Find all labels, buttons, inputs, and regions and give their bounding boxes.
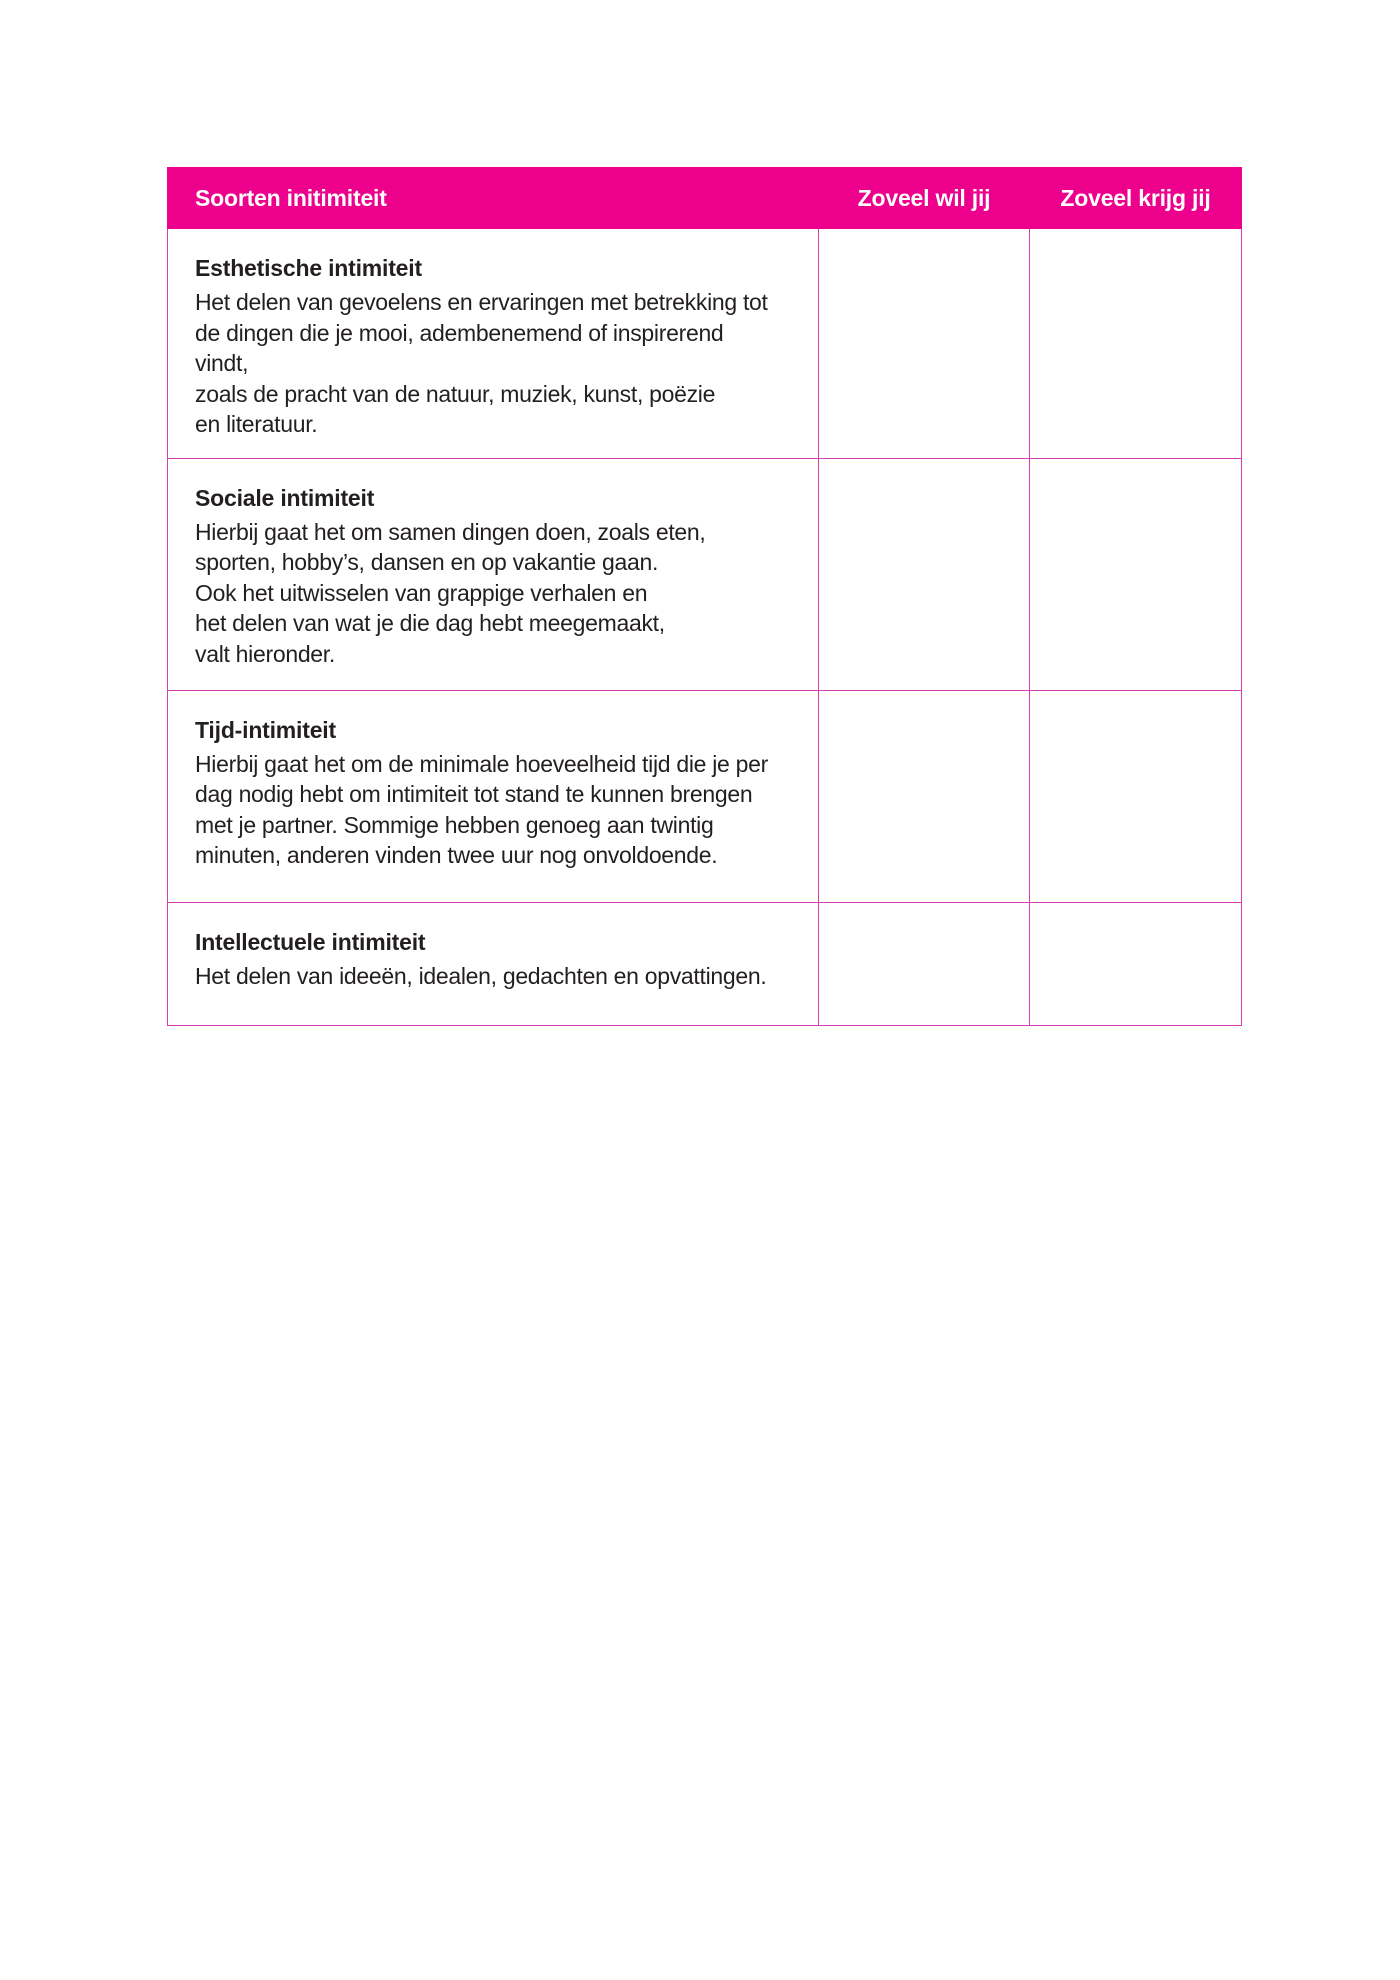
table-row — [168, 690, 1242, 902]
intimacy-table — [167, 167, 1242, 1026]
description-line: dag nodig hebt om intimiteit tot stand te kunnen brengen — [195, 781, 753, 807]
table-row — [168, 458, 1242, 690]
description-line: valt hieronder. — [195, 640, 335, 667]
row-description — [195, 287, 782, 440]
row-title: Intellectuele intimiteit — [195, 928, 426, 955]
row-description — [195, 517, 782, 670]
row-title: Tijd-intimiteit — [195, 716, 336, 743]
description-line: Ook het uitwisselen van grappige verhalen en — [195, 579, 648, 606]
description-line: Het delen van ideeën, idealen, gedachten en opvattingen. — [195, 962, 767, 989]
description-line: de dingen die je mooi, adembenemend of inspirerend vindt, — [195, 319, 724, 376]
header-type: Soorten initimiteit — [168, 168, 819, 229]
description-cell — [168, 458, 819, 690]
description-line: het delen van wat je die dag hebt meegemaakt, — [195, 610, 665, 636]
description-line: Hierbij gaat het om samen dingen doen, zoals eten, — [195, 518, 706, 545]
want-answer-cell[interactable] — [819, 229, 1030, 459]
description-cell — [168, 229, 819, 459]
description-line: Het delen van gevoelens en ervaringen met betrekking tot — [195, 289, 768, 315]
table-header-row — [168, 168, 1242, 229]
header-want: Zoveel wil jij — [819, 168, 1030, 229]
get-answer-cell[interactable] — [1030, 902, 1242, 1025]
description-line: minuten, anderen vinden twee uur nog onvoldoende. — [195, 842, 718, 868]
header-get: Zoveel krijg jij — [1030, 168, 1242, 229]
want-answer-cell[interactable] — [819, 458, 1030, 690]
description-cell — [168, 902, 819, 1025]
description-line: met je partner. Sommige hebben genoeg aan twintig — [195, 811, 714, 838]
get-answer-cell[interactable] — [1030, 229, 1242, 459]
row-title: Esthetische intimiteit — [195, 255, 422, 281]
description-line: sporten, hobby’s, dansen en op vakantie gaan. — [195, 549, 659, 575]
get-answer-cell[interactable] — [1030, 458, 1242, 690]
want-answer-cell[interactable] — [819, 902, 1030, 1025]
row-description — [195, 961, 782, 992]
description-line: zoals de pracht van de natuur, muziek, kunst, poëzie — [195, 380, 716, 407]
row-description — [195, 749, 782, 871]
row-title: Sociale intimiteit — [195, 484, 375, 511]
want-answer-cell[interactable] — [819, 690, 1030, 902]
table-row — [168, 902, 1242, 1025]
description-line: en literatuur. — [195, 411, 318, 437]
table-row — [168, 229, 1242, 459]
description-line: Hierbij gaat het om de minimale hoeveelheid tijd die je per — [195, 750, 768, 777]
get-answer-cell[interactable] — [1030, 690, 1242, 902]
intimacy-worksheet — [167, 167, 1241, 1026]
description-cell — [168, 690, 819, 902]
